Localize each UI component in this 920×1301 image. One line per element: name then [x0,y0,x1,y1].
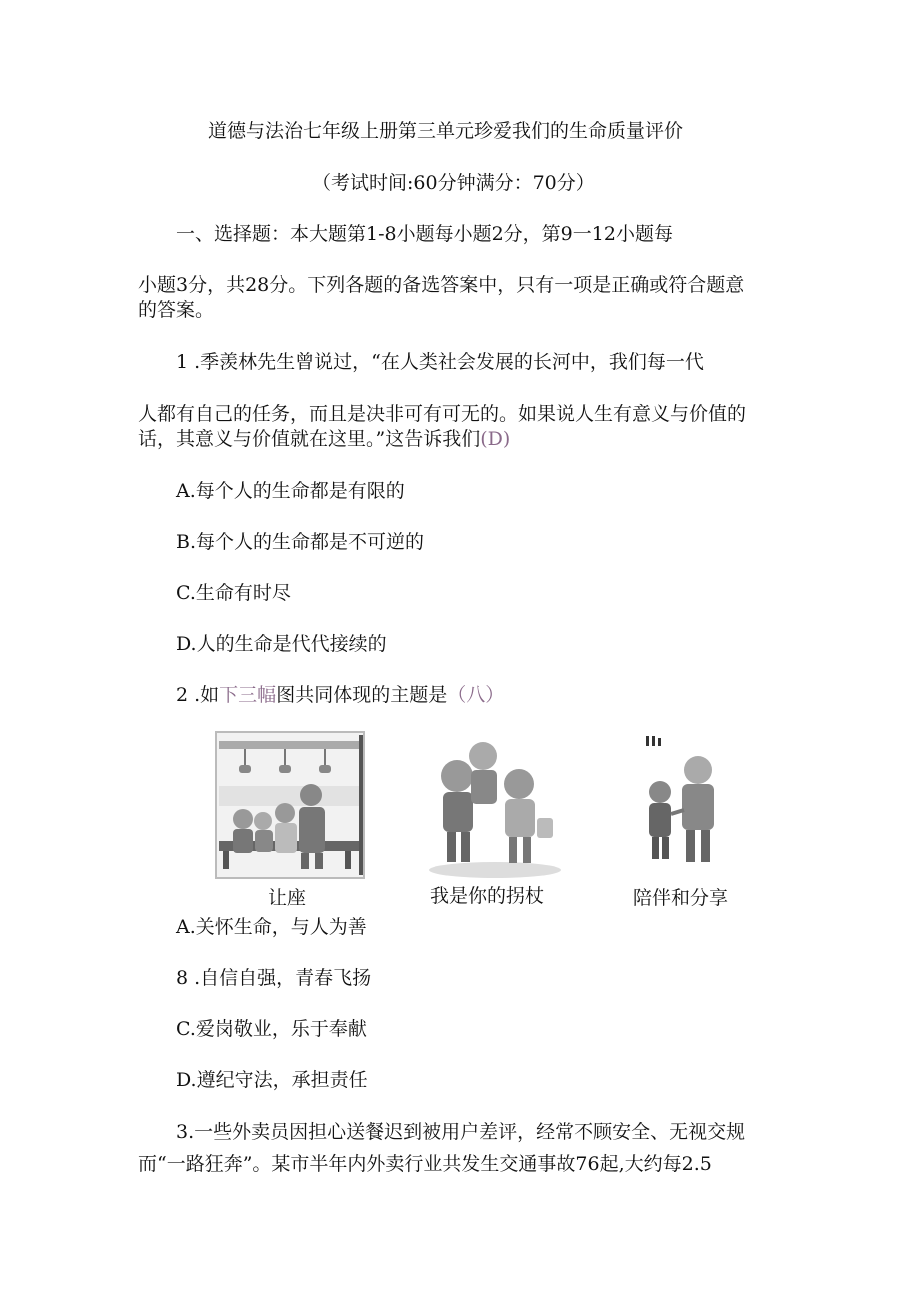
q2-option-d: D.遵纪守法，承担责任 [176,1069,368,1091]
doc-subtitle: （考试时间:60分钟满分：70分） [312,172,595,194]
q2-answer: （八） [447,684,505,706]
q1-stem-line2: 人都有自己的任务，而且是决非可有可无的。如果说人生有意义与价值的 [138,403,747,425]
image-caption-2: 我是你的拐杖 [430,885,545,907]
q2-option-b: 8 .自信自强，青春飞扬 [176,967,372,989]
q1-answer: (D) [480,428,511,450]
companionship-illustration [640,732,740,872]
image-caption-3: 陪伴和分享 [633,887,729,909]
q1-stem-line3-text: 话，其意义与价值就在这里。”这告诉我们 [138,428,481,450]
q1-option-d: D.人的生命是代代接续的 [176,633,387,655]
q1-option-c: C.生命有时尽 [176,582,291,604]
section-heading-line1: 一、选择题：本大题第1-8小题每小题2分，第9一12小题每 [176,223,673,245]
walking-stick-illustration [425,738,565,880]
q1-stem-line1: 1 .季羡林先生曾说过，“在人类社会发展的长河中，我们每一代 [176,351,704,373]
q3-stem-line1: 3.一些外卖员因担心送餐迟到被用户差评，经常不顾安全、无视交规 [176,1121,746,1143]
q2-option-c: C.爱岗敬业，乐于奉献 [176,1018,367,1040]
q2-stem-post: 图共同体现的主题是 [276,684,448,706]
q1-option-a: A.每个人的生命都是有限的 [176,480,405,502]
doc-title: 道德与法治七年级上册第三单元珍爱我们的生命质量评价 [208,120,684,142]
q1-stem-line3 [138,427,510,451]
q2-stem [176,683,504,707]
section-heading-line2: 小题3分，共28分。下列各题的备选答案中，只有一项是正确或符合题意 [138,274,745,296]
section-heading-line3: 的答案。 [138,299,215,321]
q3-stem-line2: 而“一路狂奔”。某市半年内外卖行业共发生交通事故76起,大约每2.5 [138,1153,712,1175]
q2-stem-colored: 下三幅 [219,684,277,706]
q1-option-b: B.每个人的生命都是不可逆的 [176,531,425,553]
seat-offering-illustration [215,731,365,879]
image-caption-1: 让座 [268,887,307,909]
q2-stem-pre: 2 .如 [176,684,220,706]
q2-option-a: A.关怀生命，与人为善 [176,916,367,938]
